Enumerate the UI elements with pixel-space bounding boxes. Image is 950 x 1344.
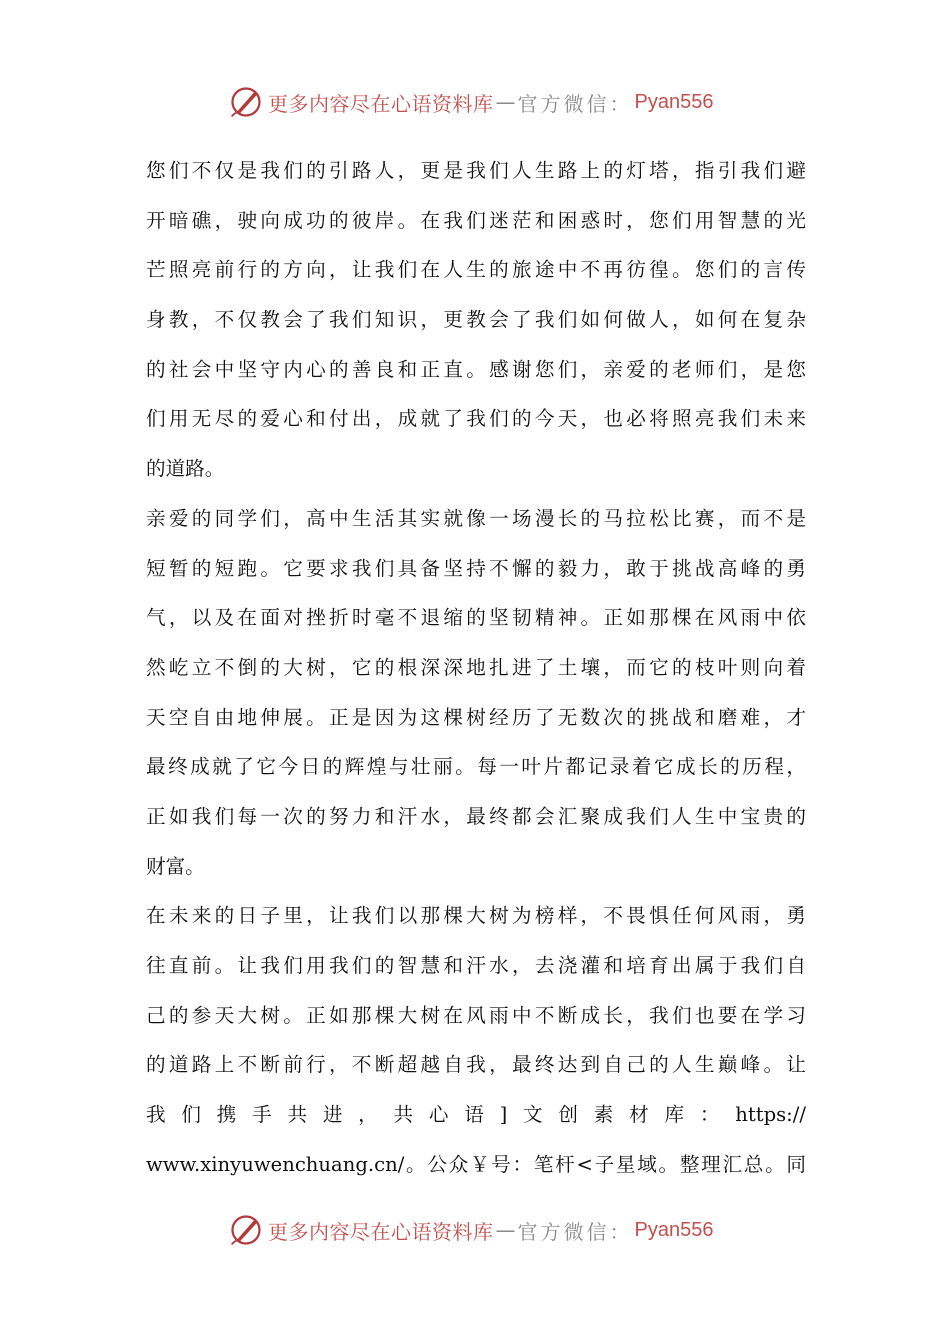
text-line: 财富。: [146, 854, 205, 878]
text-line: 您们不仅是我们的引路人，更是我们人生路上的灯塔，指引我们避: [146, 159, 806, 182]
text-line: 我们携手共进，共心语]文创素材库：https://: [146, 1103, 806, 1127]
text-line: 天空自由地伸展。正是因为这棵树经历了无数次的挑战和磨难，才: [146, 705, 806, 729]
banner-wechat-id: Pyan556: [634, 1218, 714, 1241]
banner-wechat-id: Pyan556: [634, 90, 714, 113]
banner-content: [228, 80, 713, 124]
quill-seal-icon: [228, 1212, 264, 1248]
footer-banner: [0, 1208, 950, 1252]
banner-brand: 更多内容尽在心语资料库: [268, 1219, 494, 1244]
text-line: 开暗礁，驶向成功的彼岸。在我们迷茫和困惑时，您们用智慧的光: [146, 208, 806, 232]
text-line: 身教，不仅教会了我们知识，更教会了我们如何做人，如何在复杂: [146, 308, 806, 332]
text-line: 的道路上不断前行，不断超越自我，最终达到自己的人生巅峰。让: [146, 1053, 806, 1077]
text-line: 的道路。: [146, 457, 225, 481]
banner-dash: —: [495, 90, 516, 114]
text-line: 芒照亮前行的方向，让我们在人生的旅途中不再彷徨。您们的言传: [146, 258, 806, 282]
quill-seal-icon: [228, 84, 264, 120]
text-line: 己的参天大树。正如那棵大树在风雨中不断成长，我们也要在学习: [146, 1003, 806, 1027]
text-line: www.xinyuwenchuang.cn/。公众￥号：笔杆<子星域。整理汇总。同: [146, 1152, 806, 1176]
text-line: 然屹立不倒的大树，它的根深深地扎进了土壤，而它的枝叶则向着: [146, 655, 806, 679]
banner-dash: —: [495, 1218, 516, 1242]
header-banner: [0, 80, 950, 124]
text-line: 的社会中坚守内心的善良和正直。感谢您们，亲爱的老师们，是您: [146, 357, 806, 381]
banner-label: 官方微信：: [517, 91, 633, 116]
text-line: 往直前。让我们用我们的智慧和汗水，去浇灌和培育出属于我们自: [146, 954, 806, 977]
banner-label: 官方微信：: [517, 1219, 633, 1244]
text-line: 们用无尽的爱心和付出，成就了我们的今天，也必将照亮我们未来: [146, 407, 806, 431]
text-line: 正如我们每一次的努力和汗水，最终都会汇聚成我们人生中宝贵的: [146, 804, 806, 828]
text-line: 在未来的日子里，让我们以那棵大树为榜样，不畏惧任何风雨，勇: [146, 904, 806, 928]
banner-brand: 更多内容尽在心语资料库: [268, 91, 494, 116]
text-line: 短暂的短跑。它要求我们具备坚持不懈的毅力，敢于挑战高峰的勇: [146, 556, 806, 580]
banner-content: [228, 1208, 713, 1252]
text-line: 气，以及在面对挫折时毫不退缩的坚韧精神。正如那棵在风雨中依: [146, 606, 806, 630]
article-body: [146, 146, 806, 1189]
text-line: 最终成就了它今日的辉煌与壮丽。每一叶片都记录着它成长的历程，: [146, 755, 806, 779]
text-line: 亲爱的同学们，高中生活其实就像一场漫长的马拉松比赛，而不是: [146, 506, 806, 530]
